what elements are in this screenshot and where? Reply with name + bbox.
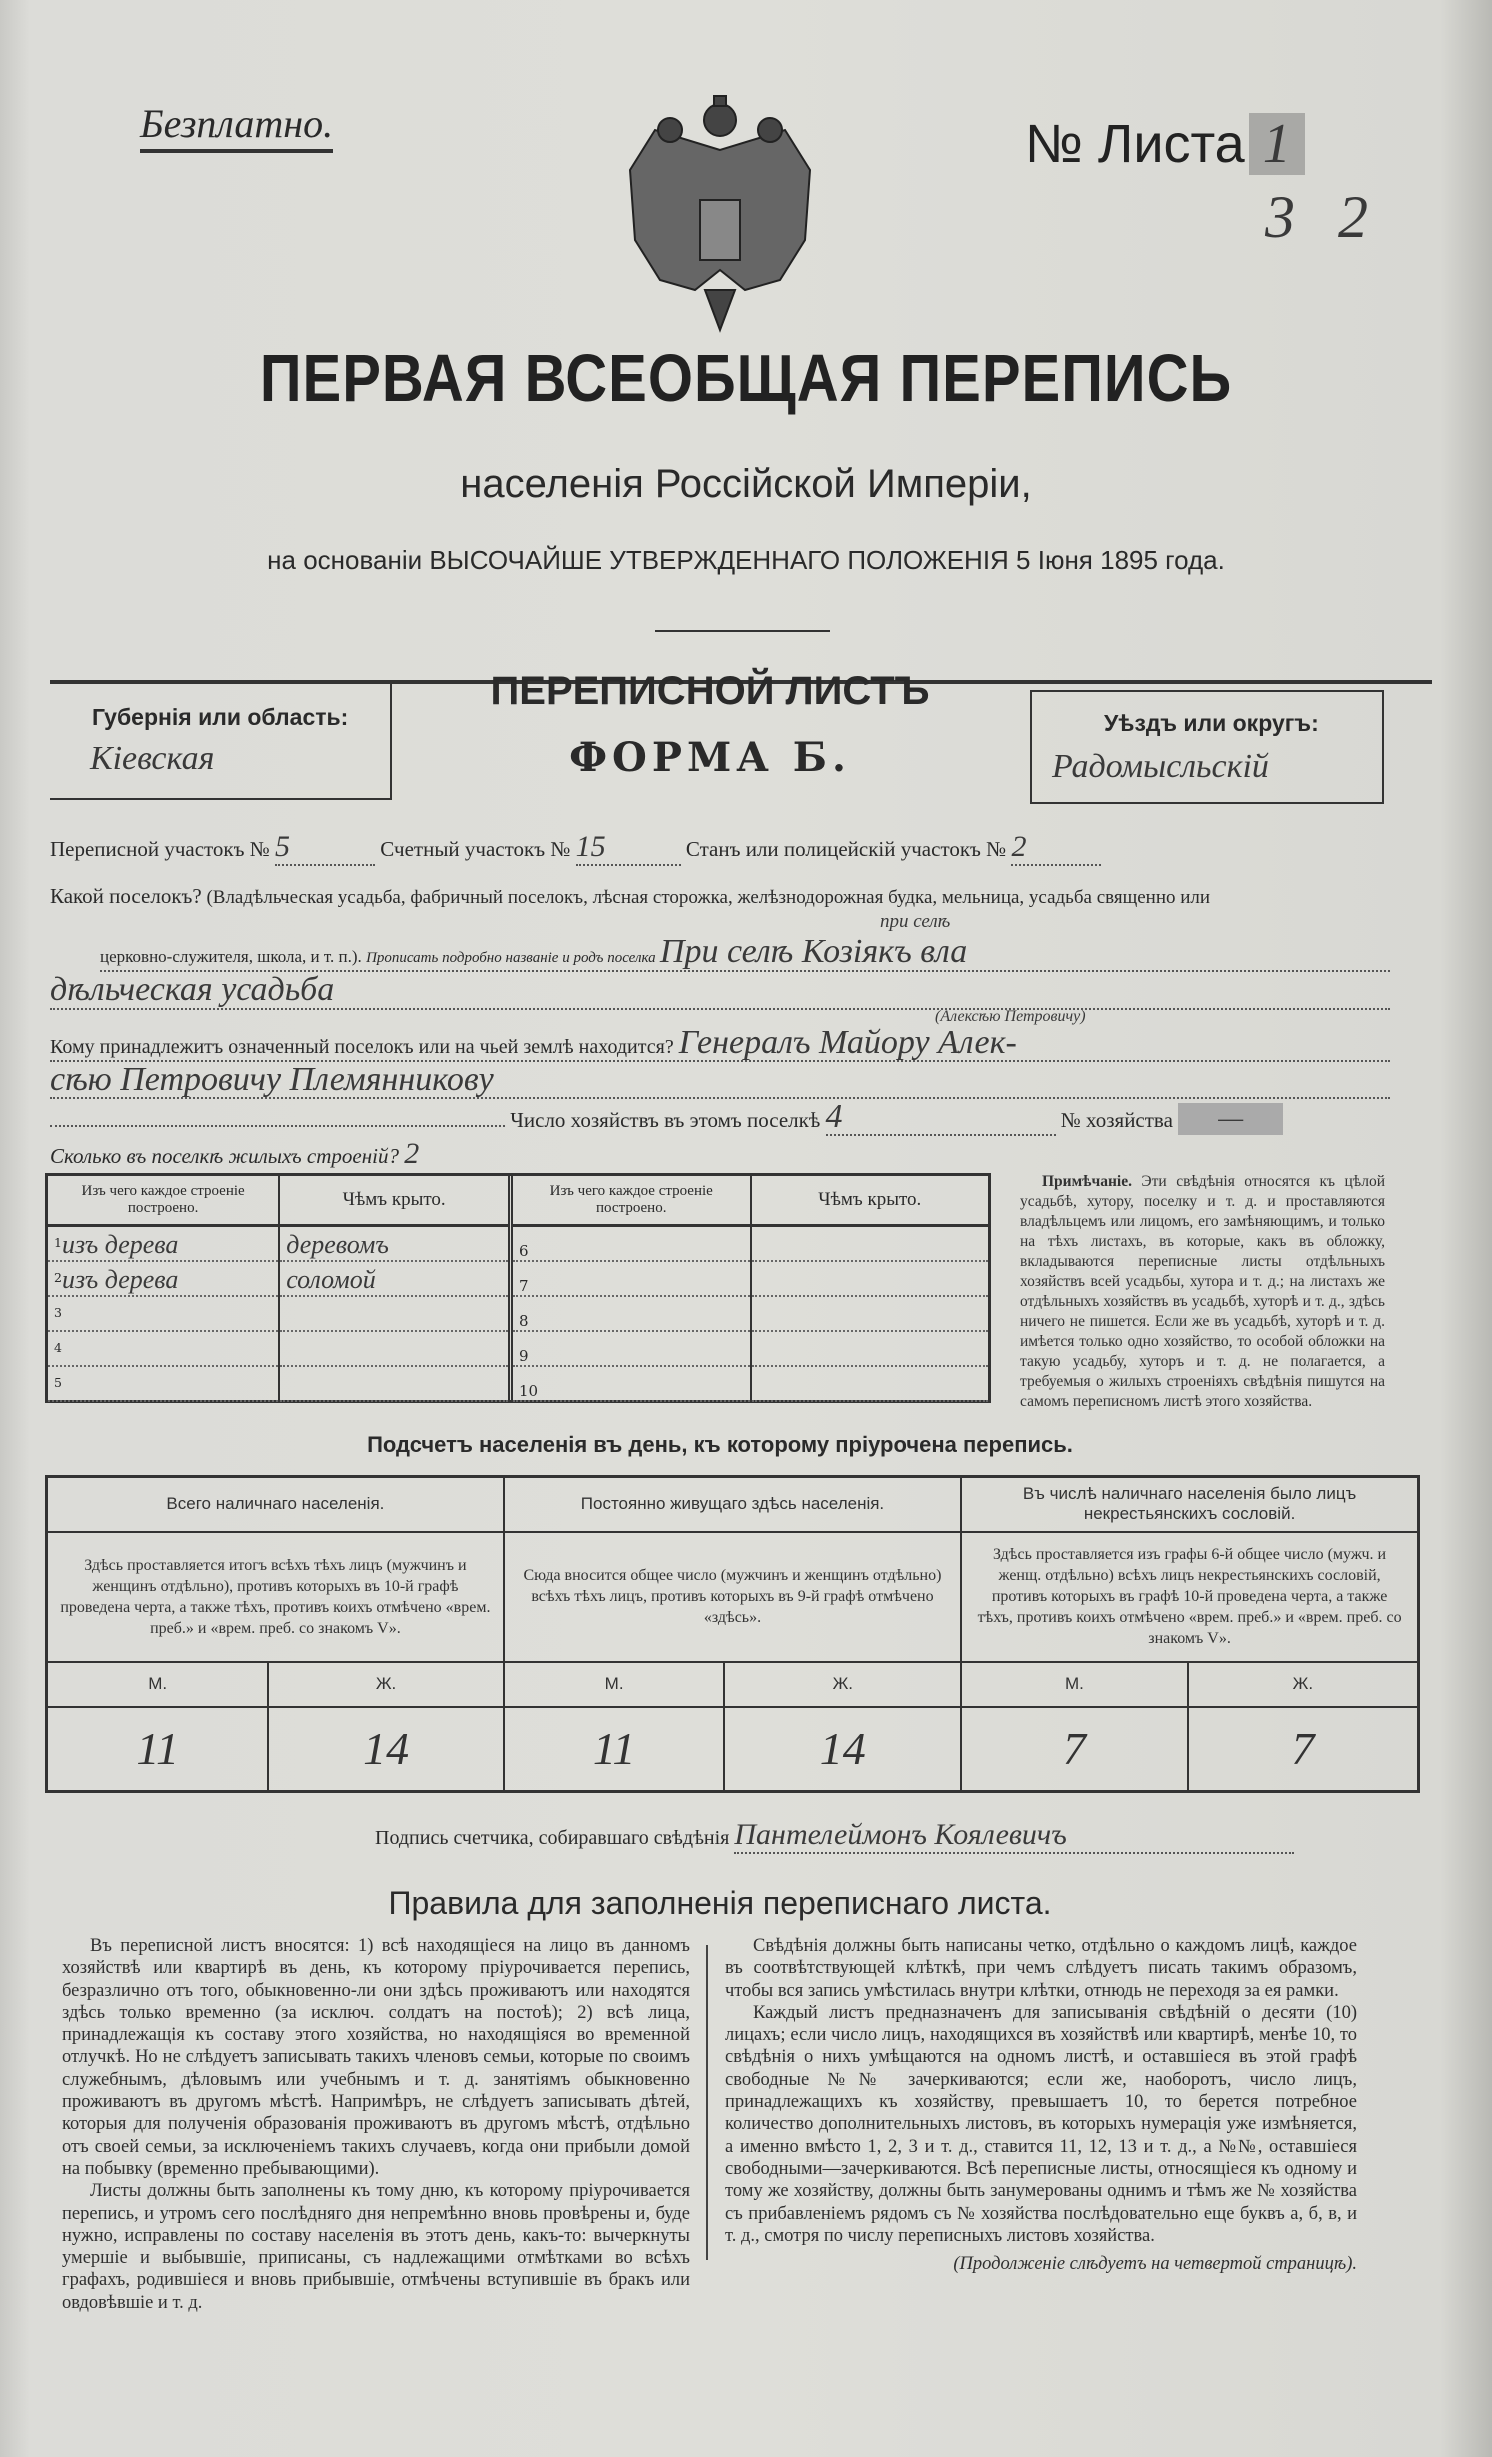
handwritten-corner-note: 3 2 (1265, 184, 1382, 250)
households-line (50, 1100, 1283, 1136)
household-no-label: № хозяйства (1060, 1108, 1173, 1132)
material-cell (513, 1261, 751, 1296)
table-row (48, 1296, 511, 1331)
row-number: 4 (54, 1340, 62, 1355)
material-cell (48, 1296, 279, 1331)
material-cell (48, 1366, 279, 1401)
owner-label: Кому принадлежитъ означенный поселокъ или на чьей землѣ находится? (50, 1036, 674, 1058)
roof-cell (279, 1296, 510, 1331)
owner-line (50, 1026, 1390, 1062)
household-no-value: — (1178, 1103, 1283, 1135)
sheet-number-label: № Листа (1025, 114, 1245, 174)
table-row (513, 1366, 988, 1401)
page-title: ПЕРВАЯ ВСЕОБЩАЯ ПЕРЕПИСЬ (259, 341, 1233, 416)
material-cell (48, 1261, 279, 1296)
row-number: 1 (54, 1235, 62, 1250)
table-row (48, 1261, 511, 1296)
uezd-box (1030, 690, 1384, 804)
continued-note: (Продолженіе слѣдуетъ на четвертой страницѣ). (953, 2254, 1357, 2275)
table-row (513, 1331, 988, 1366)
owner-value-note: (Алексѣю Петровичу) (935, 1008, 1086, 1025)
census-district-label: Переписной участокъ № (50, 837, 270, 861)
note-title: Примѣчаніе. (1042, 1173, 1132, 1190)
row-number: 6 (519, 1242, 529, 1260)
count-district-label: Счетный участокъ № (380, 837, 571, 861)
material-cell (513, 1226, 751, 1262)
female-label: Ж. (1188, 1662, 1419, 1707)
table-row (48, 1226, 511, 1262)
material-value: изъ дерева (61, 1265, 179, 1294)
female-count: 7 (1188, 1707, 1419, 1792)
rules-paragraph: Каждый листъ предназначенъ для записыванія свѣдѣній о десяти (10) лицахъ; если число лицъ, находящихся въ хозяйствѣ или квартирѣ, менѣе 10, то свѣдѣнія о нихъ умѣщаются на одномъ листѣ, и оставшіеся въ этой графѣ свободные №№ зачеркиваются; если же, наоборотъ, число лицъ, принадлежащихъ къ хозяйству, превышаетъ 10, то берется потребное количество дополнительныхъ листовъ, въ которыхъ нумерація уже измѣняется, а именно вмѣсто 1, 2, 3 и т. д., ставится 11, 12, 13 и т. д., а №№, оставшіеся свободными—зачеркиваются. Всѣ переписные листы, относящіеся къ одному и тому же хозяйству, должны быть занумерованы однимъ и тѣмъ же № хозяйства съ прибавленіемъ рядомъ съ № хозяйства послѣдовательно еще буквъ а, б, в, и т. д., смотря по числу переписныхъ листовъ хозяйства. (725, 2002, 1357, 2246)
roof-cell (279, 1331, 510, 1366)
roof-cell (751, 1331, 989, 1366)
table-row (48, 1366, 511, 1401)
gubernia-value: Кіевская (90, 740, 215, 777)
district-line (50, 830, 1101, 867)
settlement-line1 (50, 884, 1210, 910)
row-number: 7 (519, 1277, 529, 1295)
male-label: М. (47, 1662, 269, 1707)
table-row (513, 1296, 988, 1331)
row-number: 3 (54, 1305, 62, 1320)
free-label: Безплатно. (140, 100, 333, 153)
settlement-hint: (Владѣльческая усадьба, фабричный поселокъ, лѣсная сторожка, желѣзнодорожная будка, мельница, усадьба священно или (206, 887, 1211, 908)
population-column-desc: Здѣсь проставляется итогъ всѣхъ тѣхъ лицъ (мужчинъ и женщинъ отдѣльно), противъ которыхъ въ 10-й графѣ проведена черта, а также тѣхъ, противъ коихъ отмѣчено «врем. преб.» и «врем. преб. со знакомъ V». (47, 1532, 504, 1662)
note-text: Эти свѣдѣнія относятся къ цѣлой усадьбѣ, хутору, поселку и т. д. и проставляются владѣльцемъ или лицомъ, его замѣняющимъ, и только на тѣхъ листахъ, въ которые, какъ въ обложку, вкладываются переписные листы отдѣльныхъ хозяйствъ всей усадьбы, хутора и т. д.; на листахъ же отдѣльныхъ хозяйствъ въ усадьбѣ, хуторѣ и т. д., здѣсь ничего не пишется. Если же въ усадьбѣ, хуторѣ и т. д. имѣется только одно хозяйство, то особой обложки на такую усадьбу, хуторъ и т. д. не полагается, а требуемыя о жилыхъ строеніяхъ свѣдѣнія пишутся на самомъ переписномъ листѣ этого хозяйства. (1020, 1173, 1385, 1410)
male-count: 7 (961, 1707, 1188, 1792)
page-subtitle: населенія Россійской Имперіи, (460, 462, 1032, 506)
settlement-value-1: При селѣ Козіякъ вла (659, 933, 968, 970)
gubernia-box (50, 680, 392, 800)
settlement-hint-2: церковно-служителя, школа, и т. п.). (100, 947, 362, 966)
rules-paragraph: Свѣдѣнія должны быть написаны четко, отдѣльно о каждомъ лицѣ, каждое въ соотвѣтствующей клѣткѣ, при чемъ слѣдуетъ писать такимъ образомъ, чтобы вся запись умѣстилась внутри клѣтки, отнюдь не переходя за ея рамки. (725, 1936, 1357, 2001)
roof-cell (751, 1261, 989, 1296)
population-column-header: Постоянно живущаго здѣсь населенія. (504, 1477, 961, 1532)
material-cell (513, 1296, 751, 1331)
settlement-hint-3: Прописать подробно названіе и родъ поселка (366, 950, 656, 966)
roof-value: соломой (286, 1265, 376, 1294)
sheet-number-value: 1 (1249, 113, 1305, 175)
settlement-value-2: дѣльческая усадьба (50, 972, 1390, 1010)
rules-left-column (62, 1935, 690, 2314)
col-header-roof: Чѣмъ крыто. (751, 1176, 989, 1226)
sheet-title: ПЕРЕПИСНОЙ ЛИСТЪ (490, 669, 930, 713)
population-column-header: Въ числѣ наличнаго населенія было лицъ некрестьянскихъ сословій. (961, 1477, 1418, 1532)
table-row (513, 1226, 988, 1262)
basis-line: на основаніи ВЫСОЧАЙШЕ УТВЕРЖДЕННАГО ПОЛОЖЕНІЯ 5 Іюня 1895 года. (267, 545, 1225, 575)
stan-value: 2 (1011, 830, 1101, 866)
households-label: Число хозяйствъ въ этомъ поселкѣ (510, 1108, 821, 1132)
uezd-label: Уѣздъ или округъ: (1104, 710, 1319, 736)
double-headed-eagle-emblem (615, 90, 825, 335)
population-column-desc: Сюда вносится общее число (мужчинъ и женщинъ отдѣльно) всѣхъ тѣхъ лицъ, противъ которыхъ въ 9-й графѣ отмѣчено «здѣсь». (504, 1532, 961, 1662)
buildings-line (50, 1139, 419, 1169)
gubernia-label: Губернія или область: (92, 704, 349, 730)
buildings-label: Сколько въ поселкѣ жилыхъ строеній? (50, 1144, 399, 1168)
signature-label: Подпись счетчика, собиравшаго свѣдѣнія (375, 1827, 730, 1849)
material-value: изъ дерева (61, 1230, 179, 1259)
uezd-value: Радомысльскій (1052, 748, 1269, 785)
row-number: 9 (519, 1347, 529, 1365)
row-number: 8 (519, 1312, 529, 1330)
female-label: Ж. (268, 1662, 504, 1707)
male-label: М. (961, 1662, 1188, 1707)
female-count: 14 (268, 1707, 504, 1792)
table-row (513, 1261, 988, 1296)
households-value: 4 (826, 1100, 1056, 1136)
row-number: 5 (54, 1375, 62, 1390)
roof-cell (279, 1261, 510, 1296)
roof-cell (751, 1296, 989, 1331)
col-header-roof: Чѣмъ крыто. (279, 1176, 510, 1226)
row-number: 10 (519, 1382, 539, 1400)
male-count: 11 (47, 1707, 269, 1792)
col-header-material: Изъ чего каждое строеніе построено. (513, 1176, 751, 1226)
material-cell (513, 1366, 751, 1401)
count-district-value: 15 (576, 830, 681, 866)
settlement-value-note: при селѣ (880, 911, 951, 932)
population-table (45, 1475, 1420, 1793)
roof-value: деревомъ (286, 1230, 389, 1259)
col-header-material: Изъ чего каждое строеніе построено. (48, 1176, 279, 1226)
material-cell (48, 1331, 279, 1366)
sheet-number (1025, 112, 1305, 176)
material-cell (48, 1226, 279, 1262)
male-label: М. (504, 1662, 725, 1707)
female-count: 14 (724, 1707, 961, 1792)
owner-value-1: Генералъ Майору Алек- (678, 1024, 1017, 1061)
male-count: 11 (504, 1707, 725, 1792)
row-number: 2 (54, 1270, 62, 1285)
roof-cell (751, 1366, 989, 1401)
population-column-header: Всего наличнаго населенія. (47, 1477, 504, 1532)
female-label: Ж. (724, 1662, 961, 1707)
dotted-filler (50, 1125, 505, 1127)
material-cell (513, 1331, 751, 1366)
buildings-value: 2 (404, 1137, 420, 1170)
divider (655, 630, 830, 632)
rules-right-column (725, 1935, 1357, 2275)
signature-line (375, 1818, 1294, 1854)
settlement-label: Какой поселокъ? (50, 884, 202, 908)
roof-cell (279, 1226, 510, 1262)
roof-cell (279, 1366, 510, 1401)
form-label: ФОРМА Б. (569, 734, 851, 781)
stan-label: Станъ или полицейскій участокъ № (685, 837, 1007, 861)
column-divider (706, 1945, 708, 2260)
buildings-table (45, 1173, 991, 1403)
census-district-value: 5 (275, 830, 375, 866)
rules-paragraph: Листы должны быть заполнены къ тому дню, къ которому пріурочивается перепись, и утромъ сего послѣдняго дня непремѣнно вновь провѣрены и, буде нужно, исправлены по составу населенія въ этотъ день, какъ-то: вычеркнуты умершіе и выбывшіе, приписаны, съ надлежащими отмѣтками во всѣхъ графахъ, родившіеся и вновь прибывшіе, отмѣчены вступившіе въ бракъ или овдовѣвшіе и т. д. (62, 2181, 690, 2313)
owner-value-2: сѣю Петровичу Племянникову (50, 1063, 1390, 1099)
signature-value: Пантелеймонъ Коялевичъ (734, 1818, 1294, 1854)
settlement-line2 (100, 934, 1390, 972)
rules-title: Правила для заполненія переписнаго листа. (388, 1885, 1052, 1921)
rules-paragraph: Въ переписной листъ вносятся: 1) всѣ находящіеся на лицо въ данномъ хозяйствѣ или квартирѣ въ день, къ которому пріурочивается перепись, безразлично отъ того, обыкновенно-ли они здѣсь проживаютъ или находятся здѣсь только временно (за исключ. солдатъ на постоѣ); 2) всѣ лица, принадлежащія къ составу этого хозяйства, но находящіяся во временной отлучкѣ. Но не слѣдуетъ записывать такихъ членовъ семьи, которые по своимъ служебнымъ, дѣловымъ или учебнымъ и т. д. занятіямъ обыкновенно проживаютъ въ другомъ мѣстѣ. Напримѣръ, не слѣдуетъ записывать дѣтей, которыя для полученія образованія проживаютъ въ другомъ мѣстѣ, отдѣльно отъ своей семьи, за исключеніемъ такихъ случаевъ, когда они прибыли домой на побывку (временно пребывающими). (62, 1936, 690, 2179)
population-title: Подсчетъ населенія въ день, къ которому пріурочена перепись. (367, 1432, 1073, 1457)
roof-cell (751, 1226, 989, 1262)
note (1020, 1172, 1385, 1412)
table-row (48, 1331, 511, 1366)
population-column-desc: Здѣсь проставляется изъ графы 6-й общее число (мужч. и женщ. отдѣльно) всѣхъ лицъ некрестьянскихъ сословій, противъ которыхъ въ графѣ 10-й проведена черта, а также тѣхъ, противъ коихъ отмѣчено «врем. преб.» и «врем. преб. со знакомъ V». (961, 1532, 1418, 1662)
